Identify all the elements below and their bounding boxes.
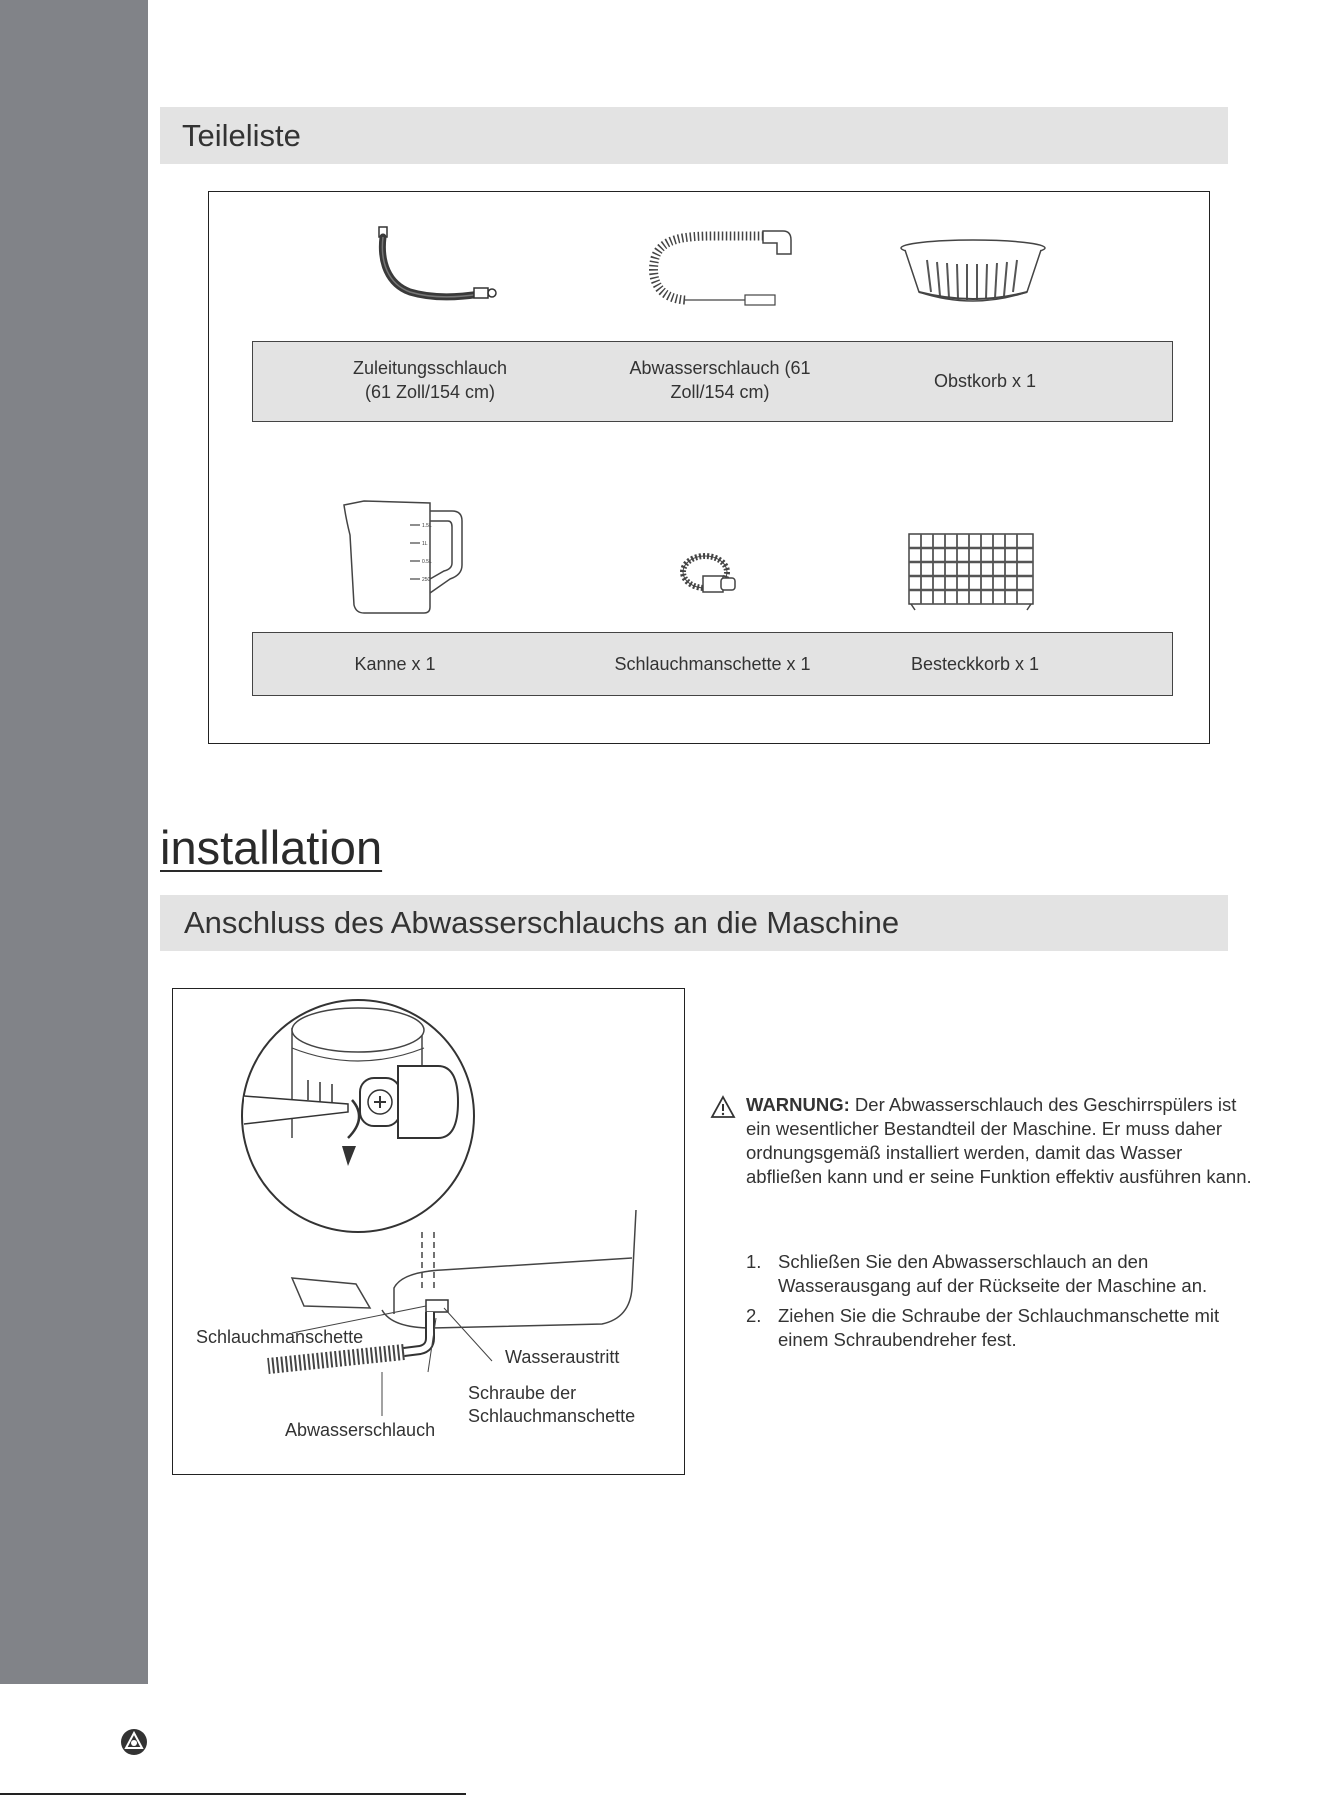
inlet-hose-label-line1: Zuleitungsschlauch (352, 358, 508, 378)
drain-hose-callout: Abwasserschlauch (285, 1420, 436, 1440)
warning-triangle-icon (710, 1095, 736, 1119)
inlet-hose-label (320, 356, 540, 404)
hose-clamp-label: Schlauchmanschette x 1 (614, 654, 811, 674)
clamp-screw-callout-line2: Schlauchmanschette (468, 1406, 636, 1426)
jug-mark-3: 0.5L (422, 559, 432, 565)
clamp-screw-callout-line1: Schraube der (468, 1383, 577, 1403)
parts-list-title: Teileliste (160, 107, 1228, 164)
warning-text: Der Abwasserschlauch des Geschirrspülers ist ein wesentlicher Bestandteil der Maschine. Er muss daher ordnungsgemäß installiert werden, damit das Wasser abfließen kann und er seine Funktion effektiv ausführen kann. (746, 1094, 1252, 1187)
hose-clamp-icon (677, 550, 739, 598)
fruit-basket-label: Obstkorb x 1 (933, 371, 1037, 391)
step-number: 1. (746, 1251, 762, 1272)
footer-rule (0, 1793, 466, 1795)
installation-steps (746, 1250, 1266, 1358)
cutlery-basket-label: Besteckkorb x 1 (910, 654, 1040, 674)
drain-hose-connection-subheading: Anschluss des Abwasserschlauchs an die Maschine (160, 895, 1228, 951)
drain-hose-icon (645, 228, 795, 308)
installation-heading: installation (160, 821, 383, 874)
clamp-screw-callout (468, 1382, 635, 1428)
clamp-callout: Schlauchmanschette (196, 1327, 364, 1347)
cutlery-basket-icon (905, 528, 1037, 612)
jug-icon (340, 495, 470, 617)
step-text: Ziehen Sie die Schraube der Schlauchmanschette mit einem Schraubendreher fest. (778, 1305, 1220, 1350)
inlet-hose-label-line2: (61 Zoll/154 cm) (364, 382, 496, 402)
jug-mark-4: 250 (422, 577, 431, 583)
water-outlet-callout: Wasseraustritt (505, 1347, 620, 1367)
jug-label: Kanne x 1 (354, 654, 436, 674)
left-sidebar-bar (0, 0, 148, 1684)
warning-block (712, 1093, 1252, 1189)
brand-logo-icon (120, 1728, 148, 1756)
warning-paragraph (746, 1093, 1252, 1189)
step-item (746, 1304, 1266, 1352)
inlet-hose-icon (370, 222, 500, 312)
warning-label: WARNUNG: (746, 1094, 850, 1115)
step-text: Schließen Sie den Abwasserschlauch an den Wasserausgang auf der Rückseite der Maschine an. (778, 1251, 1208, 1296)
jug-mark-1: 1.5L (422, 523, 432, 529)
drain-hose-label (600, 356, 840, 404)
step-item (746, 1250, 1266, 1298)
jug-mark-2: 1L (422, 541, 428, 547)
step-number: 2. (746, 1305, 762, 1326)
drain-hose-label-line1: Abwasserschlauch (61 (629, 358, 811, 378)
fruit-basket-icon (897, 236, 1049, 310)
drain-hose-label-line2: Zoll/154 cm) (670, 382, 770, 402)
